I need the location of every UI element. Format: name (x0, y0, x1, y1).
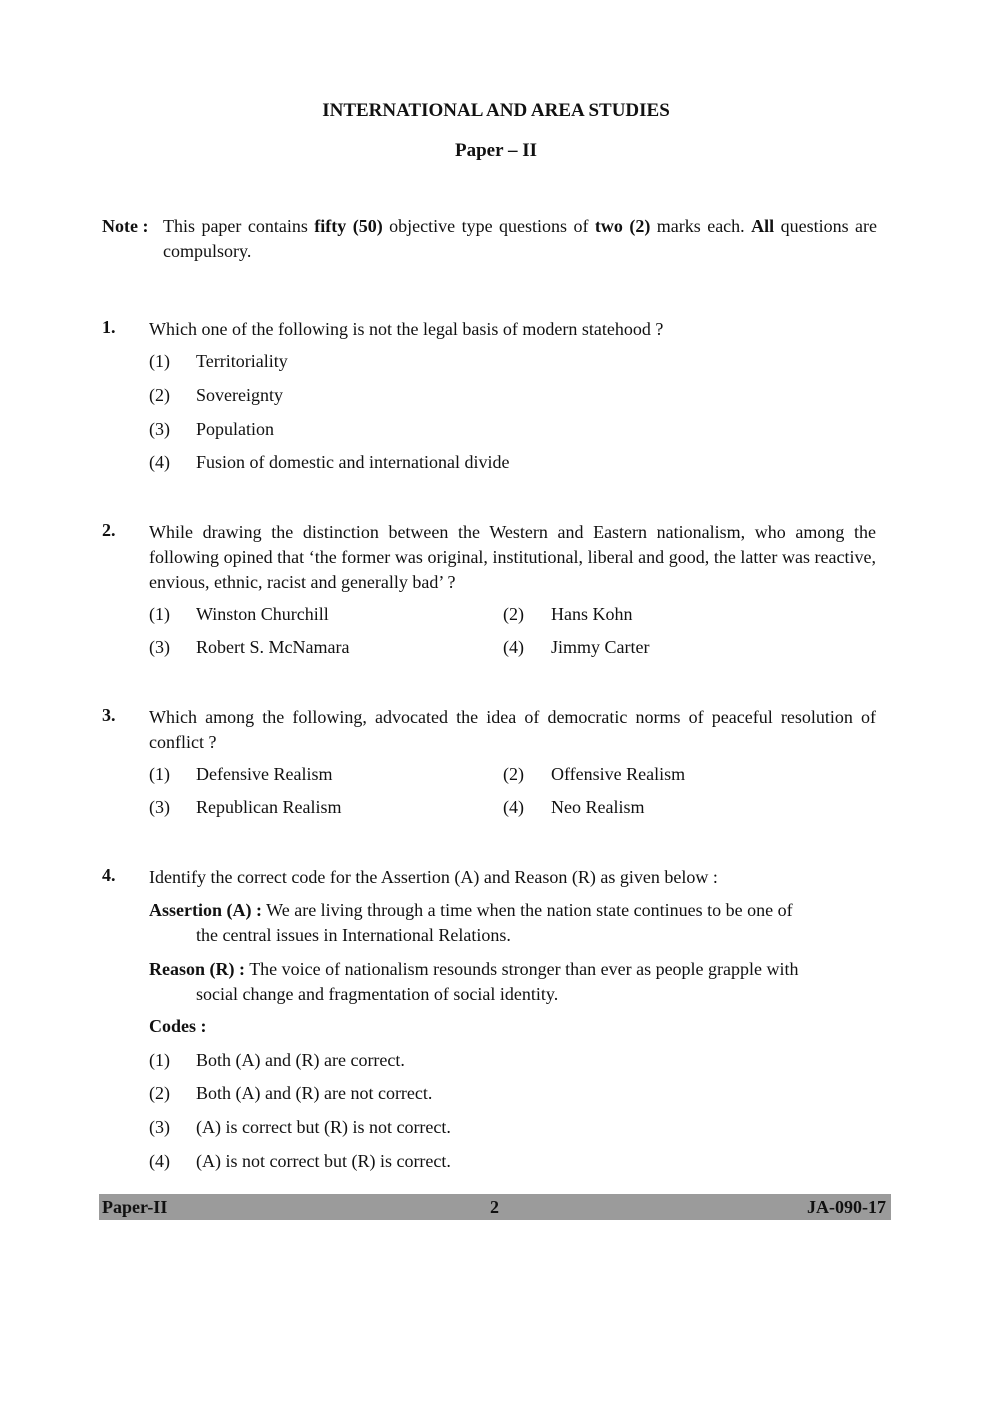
option-number: (3) (149, 1117, 170, 1137)
question-4-number: 4. (102, 865, 116, 885)
paper-number: Paper – II (455, 140, 537, 161)
option-text: Republican Realism (196, 797, 342, 817)
option-text: Defensive Realism (196, 764, 333, 784)
option-number: (2) (503, 604, 524, 624)
question-4-text: Identify the correct code for the Assertion (A) and Reason (R) as given below : (149, 867, 718, 887)
option-number: (4) (503, 637, 524, 657)
option-text: Hans Kohn (551, 604, 633, 624)
option-number: (2) (149, 1083, 170, 1103)
option-text: Both (A) and (R) are correct. (196, 1050, 405, 1070)
option-number: (1) (149, 764, 170, 784)
reason-label: Reason (R) : (149, 959, 245, 979)
reason-text-line: The voice of nationalism resounds stronger than ever as people grapple with (249, 959, 799, 979)
option-text: Sovereignty (196, 385, 283, 405)
option-text: Both (A) and (R) are not correct. (196, 1083, 433, 1103)
option-text: Jimmy Carter (551, 637, 650, 657)
option-number: (2) (503, 764, 524, 784)
option-number: (1) (149, 604, 170, 624)
option-number: (3) (149, 637, 170, 657)
option-text: Neo Realism (551, 797, 645, 817)
option-text: Robert S. McNamara (196, 637, 350, 657)
question-3-text: Which among the following, advocated the idea of democratic norms of peaceful resolution of conflict ? (149, 707, 876, 752)
question-2-text: While drawing the distinction between the Western and Eastern nationalism, who among the following opined that ‘the former was original, institutional, liberal and good, the latter was reactive, envious, ethnic, racist and generally bad’ ? (149, 522, 876, 592)
option-number: (2) (149, 385, 170, 405)
option-number: (3) (149, 419, 170, 439)
question-1-number: 1. (102, 317, 116, 337)
reason-block (149, 957, 876, 1007)
page-footer (99, 1194, 891, 1220)
footer-paper-label: Paper-II (102, 1197, 168, 1217)
note-text: This paper contains fifty (50) objective type questions of two (2) marks each. All questions are compulsory. (163, 216, 877, 261)
option-text: Population (196, 419, 275, 439)
option-number: (1) (149, 351, 170, 371)
option-number: (4) (149, 1151, 170, 1171)
option-text: Offensive Realism (551, 764, 686, 784)
option-text: (A) is not correct but (R) is correct. (196, 1151, 451, 1171)
option-text: Territoriality (196, 351, 288, 371)
codes-label: Codes : (149, 1016, 207, 1036)
option-text: Winston Churchill (196, 604, 329, 624)
question-1-text: Which one of the following is not the legal basis of modern statehood ? (149, 319, 664, 339)
paper-code: JA-090-17 (807, 1197, 886, 1217)
assertion-text-line: We are living through a time when the nation state continues to be one of (266, 900, 793, 920)
paper-subject-title: INTERNATIONAL AND AREA STUDIES (322, 100, 670, 121)
option-text: (A) is correct but (R) is not correct. (196, 1117, 451, 1137)
page-number: 2 (490, 1197, 499, 1217)
option-number: (4) (149, 452, 170, 472)
assertion-block (149, 898, 876, 948)
instructions-note (102, 214, 877, 264)
option-number: (1) (149, 1050, 170, 1070)
option-number: (4) (503, 797, 524, 817)
assertion-label: Assertion (A) : (149, 900, 262, 920)
question-2-number: 2. (102, 520, 116, 540)
reason-text-cont: social change and fragmentation of social identity. (196, 984, 559, 1004)
option-text: Fusion of domestic and international divide (196, 452, 510, 472)
note-label: Note : (102, 216, 149, 236)
assertion-text-cont: the central issues in International Relations. (196, 925, 511, 945)
option-number: (3) (149, 797, 170, 817)
question-3-number: 3. (102, 705, 116, 725)
